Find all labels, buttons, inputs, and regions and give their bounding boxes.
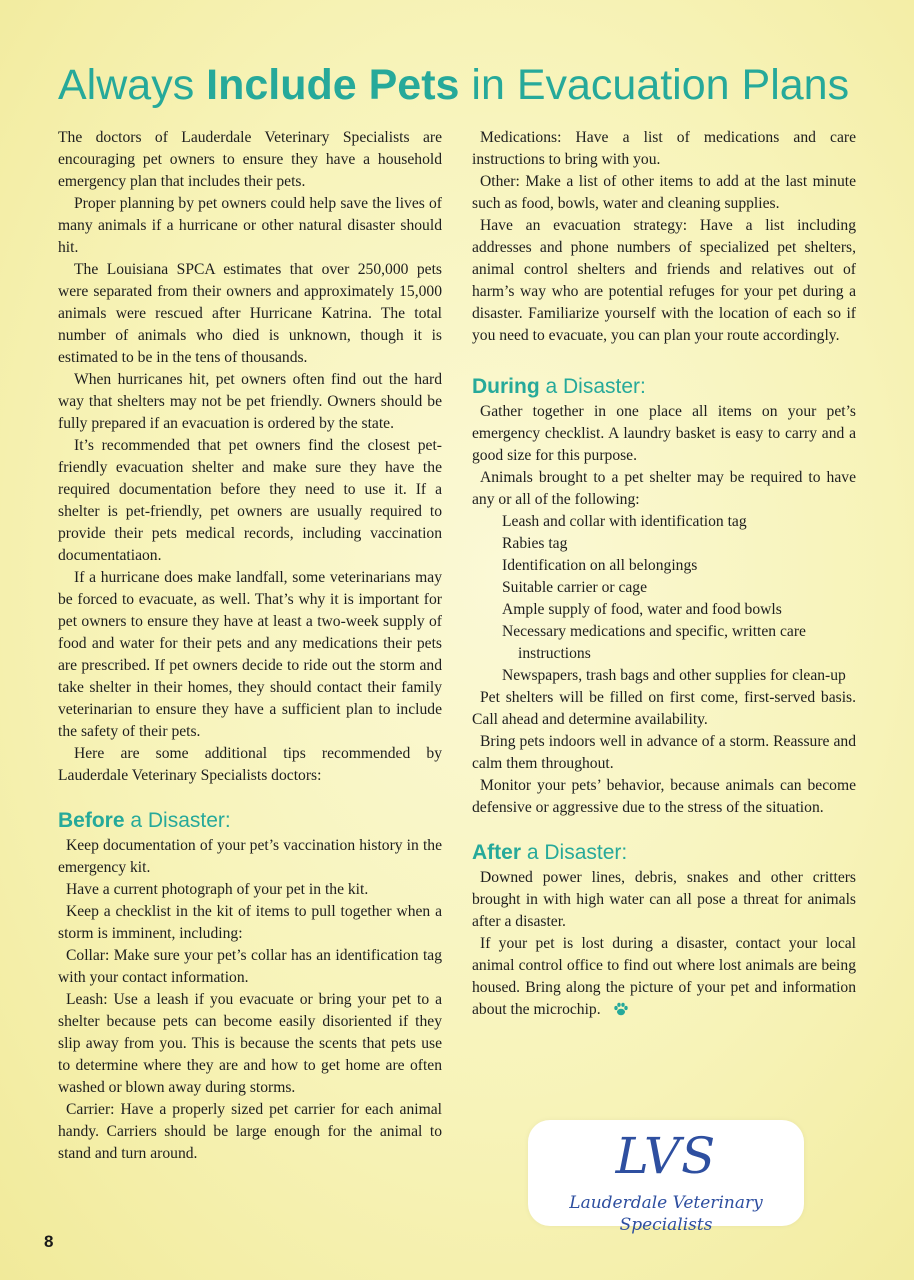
- tip-paragraph: Have a current photograph of your pet in the kit.: [66, 881, 369, 898]
- tip-paragraph: Medications: Have a list of medications and care instructions to bring with you.: [472, 129, 856, 168]
- checklist-item: Necessary medications and specific, written care instructions: [502, 623, 806, 662]
- paw-print-icon: [605, 1001, 629, 1023]
- checklist-item: Newspapers, trash bags and other supplies for clean-up: [502, 667, 846, 684]
- title-part1: Always: [58, 61, 207, 109]
- tip-paragraph: Gather together in one place all items on your pet’s emergency checklist. A laundry basket is easy to carry and a good size for this purpose.: [472, 403, 856, 464]
- tip-paragraph: Other: Make a list of other items to add at the last minute such as food, bowls, water and cleaning supplies.: [472, 173, 856, 212]
- tip-paragraph: Keep documentation of your pet’s vaccination history in the emergency kit.: [58, 837, 442, 876]
- before-heading: [58, 807, 442, 835]
- after-heading: [472, 839, 856, 867]
- intro-paragraph: The doctors of Lauderdale Veterinary Specialists are encouraging pet owners to ensure they have a household emergency plan that includes their pets.: [58, 129, 442, 190]
- after-heading-rest: a Disaster:: [521, 841, 628, 864]
- tip-paragraph: Bring pets indoors well in advance of a storm. Reassure and calm them throughout.: [472, 733, 856, 772]
- intro-paragraph: Here are some additional tips recommended by Lauderdale Veterinary Specialists doctors:: [58, 745, 442, 784]
- intro-paragraph: If a hurricane does make landfall, some veterinarians may be forced to evacuate, as well. That’s why it is important for pet owners to ensure they have at least a two-week supply of food and water for their pets and any medications their pets are prescribed. If pet owners decide to ride out the storm and take shelter in their homes, they should contact their family veterinarian to ensure they have a sufficient plan to include the safety of their pets.: [58, 569, 442, 740]
- title-bold: Include Pets: [206, 61, 460, 109]
- during-heading: [472, 373, 856, 401]
- tip-paragraph: Have an evacuation strategy: Have a list including addresses and phone numbers of specialized pet shelters, animal control shelters and friends and relatives out of harm’s way who are potential refuges for your pet during a disaster. Familiarize yourself with the location of each so if you need to evacuate, you can plan your route accordingly.: [472, 217, 856, 344]
- intro-paragraph: When hurricanes hit, pet owners often find out the hard way that shelters may not be pet friendly. Owners should be fully prepared if an evacuation is ordered by the state.: [58, 371, 442, 432]
- checklist-item: Rabies tag: [502, 535, 568, 552]
- tip-paragraph: Keep a checklist in the kit of items to pull together when a storm is imminent, including:: [58, 903, 442, 942]
- before-tips: [58, 835, 442, 1165]
- checklist-item: Identification on all belongings: [502, 557, 698, 574]
- article-title: [58, 62, 849, 109]
- checklist-item: Suitable carrier or cage: [502, 579, 648, 596]
- checklist-item: Ample supply of food, water and food bowls: [502, 601, 782, 618]
- tip-paragraph: Animals brought to a pet shelter may be required to have any or all of the following:: [472, 469, 856, 508]
- page-number: 8: [44, 1232, 54, 1251]
- intro-paragraph: The Louisiana SPCA estimates that over 250,000 pets were separated from their owners and approximately 15,000 animals were rescued after Hurricane Katrina. The total number of animals who died is unknown, though it is estimated to be in the tens of thousands.: [58, 261, 442, 366]
- logo-name: Lauderdale Veterinary Specialists: [569, 1193, 763, 1235]
- left-column: [58, 127, 442, 1165]
- right-column: [472, 127, 856, 1023]
- before-tips-continued: [472, 127, 856, 347]
- lvs-logo: [528, 1120, 804, 1235]
- tip-paragraph: Monitor your pets’ behavior, because animals can become defensive or aggressive due to the stress of the situation.: [472, 777, 856, 816]
- during-heading-rest: a Disaster:: [539, 375, 646, 398]
- after-tips: [472, 867, 856, 1023]
- tip-paragraph: Leash: Use a leash if you evacuate or bring your pet to a shelter because pets can become easily disoriented if they slip away from you. This is because the scents that pets use to determine where they are and how to get home are often washed or blown away during storms.: [58, 991, 442, 1096]
- before-heading-rest: a Disaster:: [124, 809, 231, 832]
- checklist-item: Leash and collar with identification tag: [502, 513, 747, 530]
- after-heading-bold: After: [472, 841, 522, 864]
- title-part2: in Evacuation Plans: [459, 61, 850, 109]
- shelter-checklist: [472, 511, 856, 687]
- intro-paragraph: It’s recommended that pet owners find the closest pet-friendly evacuation shelter and make sure they have the required documentation before they need to use it. If a shelter is pet-friendly, pet owners are usually required to provide their pets medical records, including vaccination documentatiaon.: [58, 437, 442, 564]
- tip-paragraph: Pet shelters will be filled on first come, first-served basis. Call ahead and determine availability.: [472, 689, 856, 728]
- logo-monogram: LVS: [615, 1127, 717, 1185]
- intro-paragraph: Proper planning by pet owners could help save the lives of many animals if a hurricane or other natural disaster should hit.: [58, 195, 442, 256]
- during-heading-bold: During: [472, 375, 540, 398]
- tip-paragraph: Collar: Make sure your pet’s collar has an identification tag with your contact information.: [58, 947, 442, 986]
- last-paragraph-text: If your pet is lost during a disaster, contact your local animal control office to find out where lost animals are being housed. Bring along the picture of your pet and information about the microchip.: [472, 935, 856, 1018]
- during-tips: [472, 401, 856, 819]
- tip-paragraph: Downed power lines, debris, snakes and other critters brought in with high water can all pose a threat for animals after a disaster.: [472, 869, 856, 930]
- tip-paragraph: [472, 933, 856, 1023]
- tip-paragraph: Carrier: Have a properly sized pet carrier for each animal handy. Carriers should be large enough for the animal to stand and turn around.: [58, 1101, 442, 1162]
- intro-section: [58, 127, 442, 787]
- before-heading-bold: Before: [58, 809, 125, 832]
